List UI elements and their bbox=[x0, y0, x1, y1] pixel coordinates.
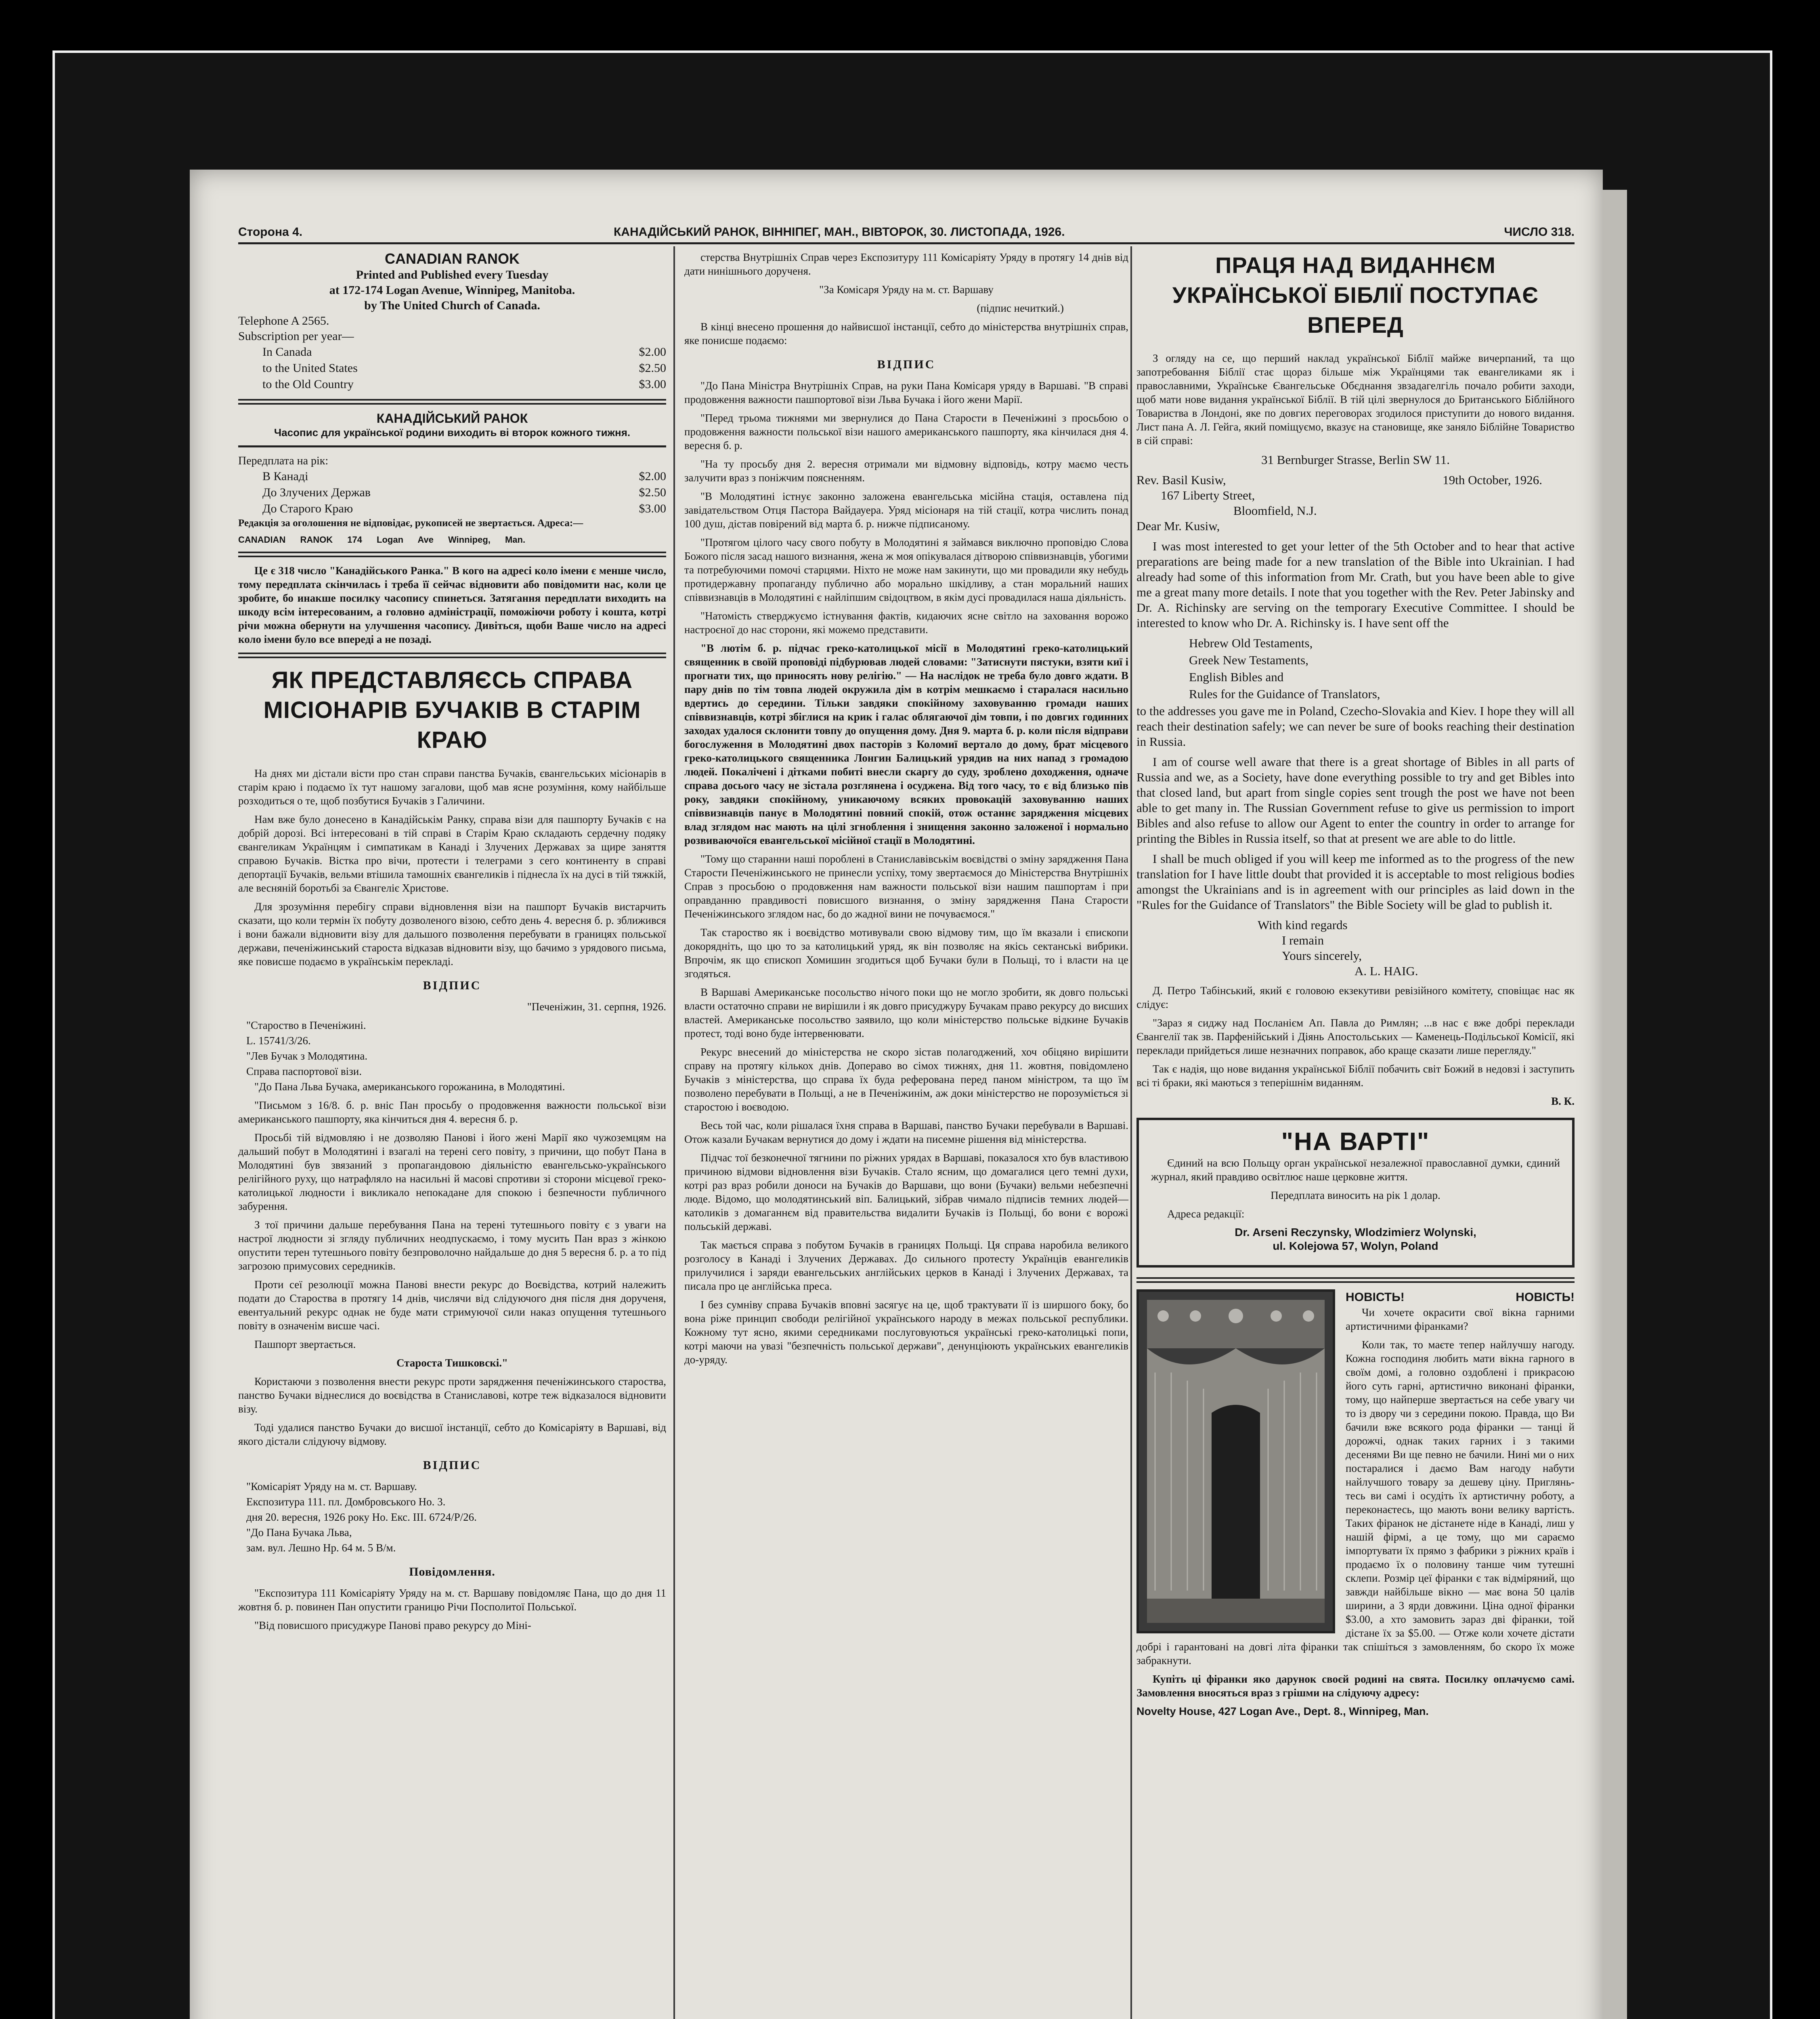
ad-text: Коли так, то маєте тепер найлучшу нагоду. Кожна господиня любить мати вікна гарного в своїм домі, а головно оздоблені і прикрасою його суть гарні, артистично виконані фіранки, тому, що найперше звертається на себе увагу чи то із двору чи з середини покою. Правда, що Ви бачили вже всякого рода фіранки — танці й дорожчі, однак таких гарних і з такими десенями Ви ще певно не бачили. Нині ми о них постаралися і даємо Вам нагоду набути найлучшого товару за дешеву ціну. Приглянь-тесь ви самі і осудіть їх артистичну роботу, а переконаєтесь, що мають вони велику вартість. Таких фіранок не дістанете ніде в Канаді, лиш у нашій фірмі, а це тому, що ми сараємо імпортувати їх прямо з фабрики з ріжних країв і продаємо їх о половину танше чим тутешні склепи. Розмір цеї фіранки є так відміряний, що завжди найбільше вікно — має вона 50 цалів ширини, а 3 ярди довжини. Ціна одної фіранки $3.00, а хто замовить зараз дві фіранки, той дістане їх за $5.00. — Отже коли хочете дістати добрі і гарантовані на довгі літа фіранки так спішіться з замовленням, бо скоро їх може забракнути. bbox=[1136, 1339, 1575, 1666]
price-value: $3.00 bbox=[639, 502, 666, 515]
editor-note: Редакція за оголошення не відповідає, рукописей не звертається. Адреса:— bbox=[238, 518, 583, 529]
divider bbox=[238, 445, 666, 447]
letter-paragraph: to the addresses you gave me in Poland, Czecho-Slovakia and Kiev. I hope they will all reach their destination safely; we can never be sure of books reaching their destination in Russia. bbox=[1136, 704, 1575, 749]
page-number: Сторона 4. bbox=[238, 225, 303, 239]
subscription-rows bbox=[238, 344, 666, 392]
paragraph: Д. Петро Табінський, який є головою екзекутиви ревізійного комітету, сповіщає нас як слідує: bbox=[1136, 984, 1575, 1010]
ua-masthead: КАНАДІЙСЬКИЙ РАНОК bbox=[376, 411, 528, 426]
page-edge bbox=[1603, 190, 1627, 2019]
paragraph: Просьбі тій відмовляю і не дозволяю Панові і його жені Марії яко чужоземцям на дальший побут в Молодятині і взагалі на терені сего повіту, з причини, що побут Пана в Молодятині був звязаний з пропагандовою діяльністю евангельсько-українського релігійного руху, що натрафляло на насильні й масові спротиви зі сторони місцевої греко-католицької людности і викликало непокадане для спокою і безпечности публичного забурення. bbox=[238, 1131, 666, 1212]
price-label: В Канаді bbox=[262, 470, 308, 483]
price-label: to the Old Country bbox=[262, 378, 354, 391]
price-row bbox=[238, 501, 666, 517]
price-row bbox=[238, 485, 666, 501]
divider bbox=[238, 399, 666, 405]
letter-paragraph: I am of course well aware that there is a great shortage of Bibles in all parts of Russia and we, as a Society, have done everything possible to try and get Bibles into that closed land, but apart from single copies sent trough the post we have not been able to get many in. The Russian Government refuse to give us permission to import Bibles and also refuse to allow our Agent to enter the country in order to arrange for printing the Bibles in Russia itself, so that at present we are able to do little. bbox=[1136, 755, 1575, 846]
paragraph: "Експозитура 111 Комісаріяту Уряду на м. ст. Варшаву повідомляє Пана, що до дня 11 жовтня б. р. повинен Пан опустити границю Річи Посполитої Польської. bbox=[238, 1587, 666, 1613]
letter-closing: Yours sincerely, bbox=[1282, 949, 1362, 963]
masthead-line-2: at 172-174 Logan Avenue, Winnipeg, Manitoba. bbox=[329, 283, 575, 297]
paragraph: "В лютім б. р. підчас греко-католицької місії в Молодятині греко-католицький священник в своїй проповіді підбурював людей словами: "Затиснути пястуки, взяти киї і прогнати тих, що приносять нову релігію." — На наслідок не треба було довго ждати. В пару днів по тім товпа людей окружила дім в котрім мешкаємо і старалася насильно вдертись до середини. Тільки завдяки спокійному заховуванню громади наших співвизнавців, котрі збіглися на крик і галас облягаючої дім товпи, і по довгих годинних заходах удалося склонити товпу до опущення дому. Дня 9. марта б. р. коли після відправи богослуження в Молодятині двох пасторів з Коломиї вертало до дому, брат місцевого греко-католицького священника Лонгин Балицький урядив на них напад з громадою людей. Покалічені і дітками побиті внесли скаргу до суду, зроблено доходження, одначе справа досього часу не зістала розглянена і осуджена. Від того часу, то є від близько пів року, завдяки спокійному, уникаючому всяких провокацій заховуванню наших співвизнавців панує в Молодятині повний спокій, отож останнє зарядження місцевих влад зглядом нас мають на цілі згноблення і знищення законно заложеної і нормально розвиваючоїся евангельської місійної стації в Молодятині. bbox=[684, 642, 1128, 846]
section-heading: ВІДПИС bbox=[423, 979, 482, 992]
book-list-item: Greek New Testaments, bbox=[1189, 653, 1308, 667]
paragraph: "Протягом цілого часу свого побуту в Молодятині я займався виключно проповідю Слова Божого після засад нашого визнання, жена ж моя опікувалася дітворою співвизнавців, убогими та потребуючими помочі старцями. Ніхто не може нам закинути, що ми провадили яку небудь протидержавну пропаганду публично або морально шкідливу, а стан моральний наших співвизнавців в Молодятині є найліпшим свідоцтвом, в якім дусі провадилася наша діяльність. bbox=[684, 536, 1128, 603]
novelty-heading-row bbox=[1346, 1289, 1575, 1305]
paragraph: Пашпорт звертається. bbox=[254, 1338, 356, 1350]
paragraph: стерства Внутрішніх Справ через Експозитуру 111 Комісаріяту Уряду в протягу 14 днів від дати нинішнього дорученя. bbox=[684, 251, 1128, 277]
document-line: дня 20. вересня, 1926 року Но. Екс. ІІІ. 6724/Р/26. bbox=[246, 1511, 477, 1523]
paragraph: Так староство як і воєвідство мотивували свою відмову тим, що їм вказали і єпископи докорядніть, що цю то за католицький уряд, як він позволяє на якісь сектанські вибрики. Впрочім, як що єпископ Хомишин згодиться щоб Бучаки були в Польщі, то і власти на це згодяться. bbox=[684, 926, 1128, 980]
issue-number: ЧИСЛО 318. bbox=[1504, 225, 1575, 239]
letter-signature: A. L. HAIG. bbox=[1355, 964, 1418, 978]
paragraph: В Варшаві Американське посольство нічого поки що не могло зробити, як довго польські власти остаточно справи не вирішили і як довго присуджуру Бучакам право рекурсу до висших властей. Американське посольство заявило, що коли міністерство польське відкине Бучаків протест, тоді воно буде інтервенювати. bbox=[684, 986, 1128, 1039]
article-headline-buchak: ЯК ПРЕДСТАВЛЯЄСЬ СПРАВА МІСІОНАРІВ БУЧАКІВ В СТАРІМ КРАЮ bbox=[263, 667, 641, 753]
paragraph: "В Молодятині істнує законно заложена евангельська місійна стація, оставлена під завідательством Отця Пастора Вайдауера. Уряд місіонаря на тій стації, котра числить понад 100 душ, дістав повірений від марта б. р. нижче підписаному. bbox=[684, 490, 1128, 530]
ad-address: Novelty House, 427 Logan Ave., Dept. 8., Winnipeg, Man. bbox=[1136, 1705, 1429, 1717]
column-rule-2 bbox=[1130, 246, 1132, 2019]
paragraph: Підчас тої безконечної тягнини по ріжних урядах в Варшаві, показалося хто був властивою причиною відмови відновлення візи Бучаків. Стало ясним, що домагалися цего темні духи, котрі раз враз робили доноси на Бучаків до Варшави, що вони (Бучаки) вельми небезпечні люде. Відомо, що молодятинський віп. Балицький, зібрав чимало підписів темних людей—католиків з домаганнєм від правительства видалити Бучаків із Польщі, бо вони є ворожі польській державі. bbox=[684, 1152, 1128, 1232]
letter-paragraph: I was most interested to get your letter of the 5th October and to hear that active preparations are being made for a new translation of the Bible into Ukrainian. I had already had some of this information from Mr. Crath, but you have been able to give me a great many more details. I note that you together with the Rev. Peter Jabinsky and Dr. A. Richinsky are serving on the temporary Executive Committee. I should be interested to know who Dr. A. Richinsky is. I have sent off the bbox=[1136, 539, 1575, 630]
paragraph: Проти сеї резолюції можна Панові внести рекурс до Воєвідства, котрий належить подати до Староства в протягу 14 днів, числячи від слідуючого дня після дня дорученя, евентуальний рекурс однак не буде мати стримуючої сили наказ опущення тутешнього повіту в означенім висше часі. bbox=[238, 1278, 666, 1332]
ad-text: Купіть ці фіранки яко дарунок своєй родині на свята. Посилку оплачуємо самі. Замовлення вносяться враз з грішми на слідуючу адресу: bbox=[1136, 1673, 1575, 1699]
paragraph: З тої причини дальше перебування Пана на терені тутешнього повіту є з уваги на настрої людности зі згляду публичних неодпускаємо, і тому мусить Пан враз з жінкою опустити терен тутешнього повіту безпроволочно найдальше до дня 5 вересня б. р. а то під загрозою примусових середників. bbox=[238, 1219, 666, 1272]
book-list-item: Hebrew Old Testaments, bbox=[1189, 636, 1313, 650]
letter-salutation-row bbox=[1136, 472, 1575, 488]
column-rule-1 bbox=[673, 246, 675, 2019]
document-line: Експозитура 111. пл. Домбровського Но. 3. bbox=[246, 1496, 446, 1508]
novelty-label: НОВІСТЬ! bbox=[1346, 1291, 1405, 1304]
paragraph: "До Пана Міністра Внутрішніх Справ, на руки Пана Комісаря уряду в Варшаві. "В справі продовження важности пашпортової візи Льва Бучака і його жени Марії. bbox=[684, 380, 1128, 405]
telephone: Telephone A 2565. bbox=[238, 314, 329, 327]
ua-subtitle: Часопис для української родини виходить ві второк кожного тижня. bbox=[274, 426, 631, 439]
letter-date: 19th October, 1926. bbox=[1443, 473, 1542, 487]
paragraph: І без сумніву справа Бучаків вповні засягує на це, щоб трактувати її із ширшого боку, бо вона ріже принцип свободи релігійної українського народу в межах польської республики. Кожному тут ясно, якими середниками послуговуються українські греко-католицькі попи, котрі маючи на увазі "безпечність польської держави", денунціюють українських евангеликів до-уряду. bbox=[684, 1299, 1128, 1366]
price-row bbox=[238, 360, 666, 376]
price-label: In Canada bbox=[262, 345, 312, 359]
paragraph: "Перед трьома тижнями ми звернулися до Пана Старости в Печеніжині з просьбою о продовження важности польської візи нашого американського пашпорту, яка кінчилася дня 4. вересня б. р. bbox=[684, 412, 1128, 451]
price-value: $2.50 bbox=[639, 486, 666, 499]
paragraph: Користаючи з позволення внести рекурс проти зарядження печеніжинського староства, панство Бучаки віднеслися до воєвідства в Станиславові, котре теж відказалося відновити візу. bbox=[238, 1375, 666, 1415]
paragraph: Тоді удалися панство Бучаки до висшої інстанції, себто до Комісаріяту в Варшаві, від якого дістали слідуючу відмову. bbox=[238, 1421, 666, 1447]
price-value: $2.00 bbox=[639, 345, 666, 359]
letter-closing: With kind regards bbox=[1258, 918, 1348, 932]
section-heading: ВІДПИС bbox=[877, 358, 936, 371]
price-value: $2.50 bbox=[639, 361, 666, 375]
document-line: Справа паспортової візи. bbox=[246, 1065, 362, 1077]
divider bbox=[238, 653, 666, 658]
ad-address: Dr. Arseni Reczynsky, Wlodzimierz Wolynski, bbox=[1235, 1226, 1476, 1238]
paragraph: "Письмом з 16/8. б. р. вніс Пан просьбу о продовження важности польської візи американського пашпорту, яка кінчиться дня 4. вересня б. р. bbox=[238, 1099, 666, 1125]
divider bbox=[238, 552, 666, 557]
subscription-notice: Це є 318 число "Канадійського Ранка." В кого на адресі коло імени є менше число, тому передплата скінчилась і треба її сейчас відновити або повідомити нас, коли це зробите, бо инакше посилку часопису спинеться. Затягання передплати виходить на шкоду всім інтересованим, а головно адміністрації, поможіючи роботу і кошта, котрі річи можна обернути на улучшення часопису. Дивіться, щоби Ваше число на адресі коло імени було все впереді а не позаді. bbox=[238, 565, 666, 645]
subscription-label: Subscription per year— bbox=[238, 330, 354, 343]
english-letter bbox=[1136, 452, 1575, 979]
document-line: "Лев Бучак з Молодятина. bbox=[246, 1050, 368, 1062]
price-value: $3.00 bbox=[639, 378, 666, 391]
letter-recipient: Rev. Basil Kusiw, bbox=[1136, 473, 1226, 487]
paragraph: "Від повисшого присуджуре Панові право рекурсу до Міні- bbox=[254, 1619, 531, 1631]
paragraph: "За Комісаря Уряду на м. ст. Варшаву bbox=[819, 283, 994, 296]
ad-text: Передплата виносить на рік 1 долар. bbox=[1271, 1189, 1440, 1201]
paragraph: "До Пана Льва Бучака, американського горожанина, в Молодятині. bbox=[254, 1081, 565, 1093]
price-label: До Злучених Держав bbox=[262, 486, 371, 499]
paragraph: На днях ми дістали вісти про стан справи панства Бучаків, євангельських місіонарів в старім краю і подаємо їх тут нашому загалови, щоб мав ясне розуміння, кому найбільше розходиться о те, щоб позбутися Бучаків з Галичини. bbox=[238, 767, 666, 807]
ad-title: "НА ВАРТІ" bbox=[1281, 1128, 1430, 1156]
paragraph: Рекурс внесений до міністерства не скоро зістав полагоджений, хоч обіцяно вирішити справу на протягу кількох днів. Допераво во сімох тижнях, дня 11. жовтня, повідомлено Бучаків з міністерства, що справа їх буда реферована перед паном міністром, та що їм позволено перебувати в Польщі, а не в Печеніжинім, аж доки міністерство не порозуміється зі старостою і воєводою. bbox=[684, 1046, 1128, 1113]
price-value: $2.00 bbox=[639, 470, 666, 483]
price-label: До Старого Краю bbox=[262, 502, 353, 515]
page-header bbox=[238, 218, 1575, 244]
letter-address: Bloomfield, N.J. bbox=[1233, 504, 1317, 518]
ad-text: Адреса редакції: bbox=[1167, 1208, 1245, 1220]
paragraph: "Тому що старанни наші пороблені в Станиславівськім воєвідстві о зміну зарядження Пана Старости Печеніжинського не принесли успіху, тому звертаємося до Міністерства Внутрішніх Справ з просьбою о продовження нам важности польської візи нашим пашпортам і при оправданню правдивості повисшого визнання, о зміну зарядження Пана Старости Печеніжинського зглядом нас, бо до жадної вини не почуваємося." bbox=[684, 853, 1128, 920]
article-signature: В. К. bbox=[1551, 1095, 1575, 1107]
price-row bbox=[238, 376, 666, 392]
column-3 bbox=[1136, 250, 1575, 1723]
paper-title-date: КАНАДІЙСЬКИЙ РАНОК, ВІННІПЕГ, МАН., ВІВТОРОК, 30. ЛИСТОПАДА, 1926. bbox=[614, 225, 1065, 239]
book-list bbox=[1136, 636, 1575, 702]
paragraph: З огляду на се, що перший наклад української Біблії майже вичерпаний, та що запотребовання Біблії стає щораз більше між Українцями так евангеликами як і православними, Українське Євангельське Обєднання звзадагелгіль почало робити заходи, щоб мати нове видання української Біблії. В тій цілі звернулося до Британського Біблійного Товариства в Лондоні, яке по довгих переговорах згодилося приступити до нового видання. Лист пана А. Л. Гейга, який поміщуємо, вказує на становище, яке заняло Біблійне Товариство в сій справі: bbox=[1136, 352, 1575, 447]
paragraph: "Зараз я сиджу над Посланієм Ап. Павла до Римлян; ...в нас є вже добрі переклади Євангелії так зв. Парфенійський і Діянь Апостольських — Каменець-Подільської Комісії, які переклади прийдеться лише незначних поправок, або краще сказати лише перегляду." bbox=[1136, 1017, 1575, 1056]
novelty-label: НОВІСТЬ! bbox=[1516, 1291, 1575, 1304]
document-date: "Печеніжин, 31. серпня, 1926. bbox=[527, 1001, 666, 1013]
document-lines bbox=[238, 1018, 666, 1078]
book-list-item: English Bibles and bbox=[1189, 670, 1284, 684]
document-line: L. 15741/3/26. bbox=[246, 1035, 311, 1047]
article-headline-bible: ПРАЦЯ НАД ВИДАННЄМ УКРАЇНСЬКОЇ БІБЛІЇ ПОСТУПАЄ ВПЕРЕД bbox=[1172, 252, 1539, 338]
column-2 bbox=[684, 250, 1128, 1371]
document-line: "Староство в Печеніжині. bbox=[246, 1019, 366, 1031]
letter-closing: I remain bbox=[1282, 933, 1324, 947]
letter-paragraph: I shall be much obliged if you will keep me informed as to the progress of the new translation for I have little doubt that provided it is acceptable to most religious bodies amongst the Ukrainians and is in agreement with our principles as laid down in the "Rules for the Guidance of Translators" the Bible Society will be glad to publish it. bbox=[1136, 852, 1575, 912]
price-label: to the United States bbox=[262, 361, 358, 375]
masthead-line-1: Printed and Published every Tuesday bbox=[356, 268, 549, 281]
paragraph: Для зрозуміння перебігу справи відновлення візи на пашпорт Бучаків вистарчить сказати, що коли термін їх побуту дозволеного візою, себто день 4. вересня б. р. зближився і вони бажали відновити візу для дальшого позволення перебувати в границях польської держави, печеніжинський староста відказав відновити візу, що бачимо з урядового письма, яке повисше подаємо в українськім перекладі. bbox=[238, 900, 666, 968]
divider bbox=[1136, 1277, 1575, 1283]
masthead-line-3: by The United Church of Canada. bbox=[364, 299, 540, 312]
ad-text: Єдиний на всю Польщу орган української незалежної православної думки, єдиний журнал, який правдиво освітлює наше церковне життя. bbox=[1151, 1157, 1560, 1183]
curtain-image-icon bbox=[1139, 1292, 1333, 1631]
letter-dear: Dear Mr. Kusiw, bbox=[1136, 519, 1220, 533]
letter-address: 167 Liberty Street, bbox=[1161, 488, 1255, 502]
ua-subscription-label: Передплата на рік: bbox=[238, 455, 329, 467]
section-heading: ВІДПИС bbox=[423, 1459, 482, 1472]
ad-text: Чи хочете окрасити свої вікна гарними артистичними фіранками? bbox=[1346, 1306, 1575, 1332]
paragraph: "На ту просьбу дня 2. вересня отримали ми відмовну відповідь, котру маємо честь залучити враз з поніжчим поясненням. bbox=[684, 458, 1128, 484]
ad-address: ul. Kolejowa 57, Wolyn, Poland bbox=[1273, 1240, 1438, 1252]
ua-subscription-rows bbox=[238, 468, 666, 517]
price-row bbox=[238, 344, 666, 360]
price-row bbox=[238, 468, 666, 485]
ua-address: CANADIAN RANOK 174 Logan Ave Winnipeg, Man. bbox=[238, 535, 526, 545]
masthead-name: CANADIAN RANOK bbox=[385, 250, 520, 267]
paragraph: Так є надія, що нове видання української Біблії побачить світ Божий в недовзі і заступить всі ті браки, які маються з теперішнім виданням. bbox=[1136, 1063, 1575, 1089]
signature: Староста Тишковскі." bbox=[396, 1357, 508, 1369]
na-varti-advertisement bbox=[1136, 1118, 1575, 1268]
signature-note: (підпис нечиткий.) bbox=[977, 302, 1064, 314]
paragraph: В кінці внесено прошення до найвисшої інстанції, себто до міністерства внутрішніх справ, яке понисше подаємо: bbox=[684, 321, 1128, 346]
column-1 bbox=[238, 250, 666, 1637]
paragraph: Так мається справа з побутом Бучаків в границях Польщі. Ця справа наробила великого розголосу в Канаді і Злучених Державах. До сильного протесту Українців евангеликів прилучилися і заряди евангельських англійських церков в Канаді і Злучених Державах, та писала про це англійська преса. bbox=[684, 1239, 1128, 1292]
paragraph: "Натомість стверджуємо істнування фактів, кидаючих ясне світло на заховання ворожо настроєної до нас сторони, які можемо представити. bbox=[684, 610, 1128, 636]
document-line: "До Пана Бучака Льва, bbox=[246, 1526, 352, 1538]
curtain-advertisement bbox=[1136, 1289, 1575, 1718]
section-heading: Повідомлення. bbox=[409, 1565, 495, 1578]
letter-address: 31 Bernburger Strasse, Berlin SW 11. bbox=[1261, 453, 1450, 467]
paragraph: Нам вже було донесено в Канадійськім Ранку, справа візи для пашпорту Бучаків є на добрій дорозі. Всі інтересовані в тій справі в Старім Краю складають сердечну подяку євангеликам Українцям і симпатикам в Канаді і Злучених Державах за щире заняття справою Бучаків. Вістка про вічи, протести і телеграми з сего континенту в справі депортації Бучаків, вельми втішила тамошніх євангеликів і піднесла їх на дусі в тій тяжкій, але весняній боротьбі за Євангеліє Христове. bbox=[238, 813, 666, 894]
book-list-item: Rules for the Guidance of Translators, bbox=[1189, 687, 1380, 701]
document-line: "Комісаріят Уряду на м. ст. Варшаву. bbox=[246, 1480, 417, 1492]
document-lines bbox=[238, 1480, 666, 1555]
newspaper-page bbox=[190, 170, 1603, 2019]
curtain-illustration bbox=[1136, 1289, 1335, 1633]
paragraph: Весь той час, коли рішалася їхня справа в Варшаві, панство Бучаки перебували в Варшаві. Отож казали Бучакам вернутися до дому і ждати на писемне рішення від міністерства. bbox=[684, 1119, 1128, 1145]
document-line: зам. вул. Лешно Нр. 64 м. 5 В/м. bbox=[246, 1542, 396, 1554]
